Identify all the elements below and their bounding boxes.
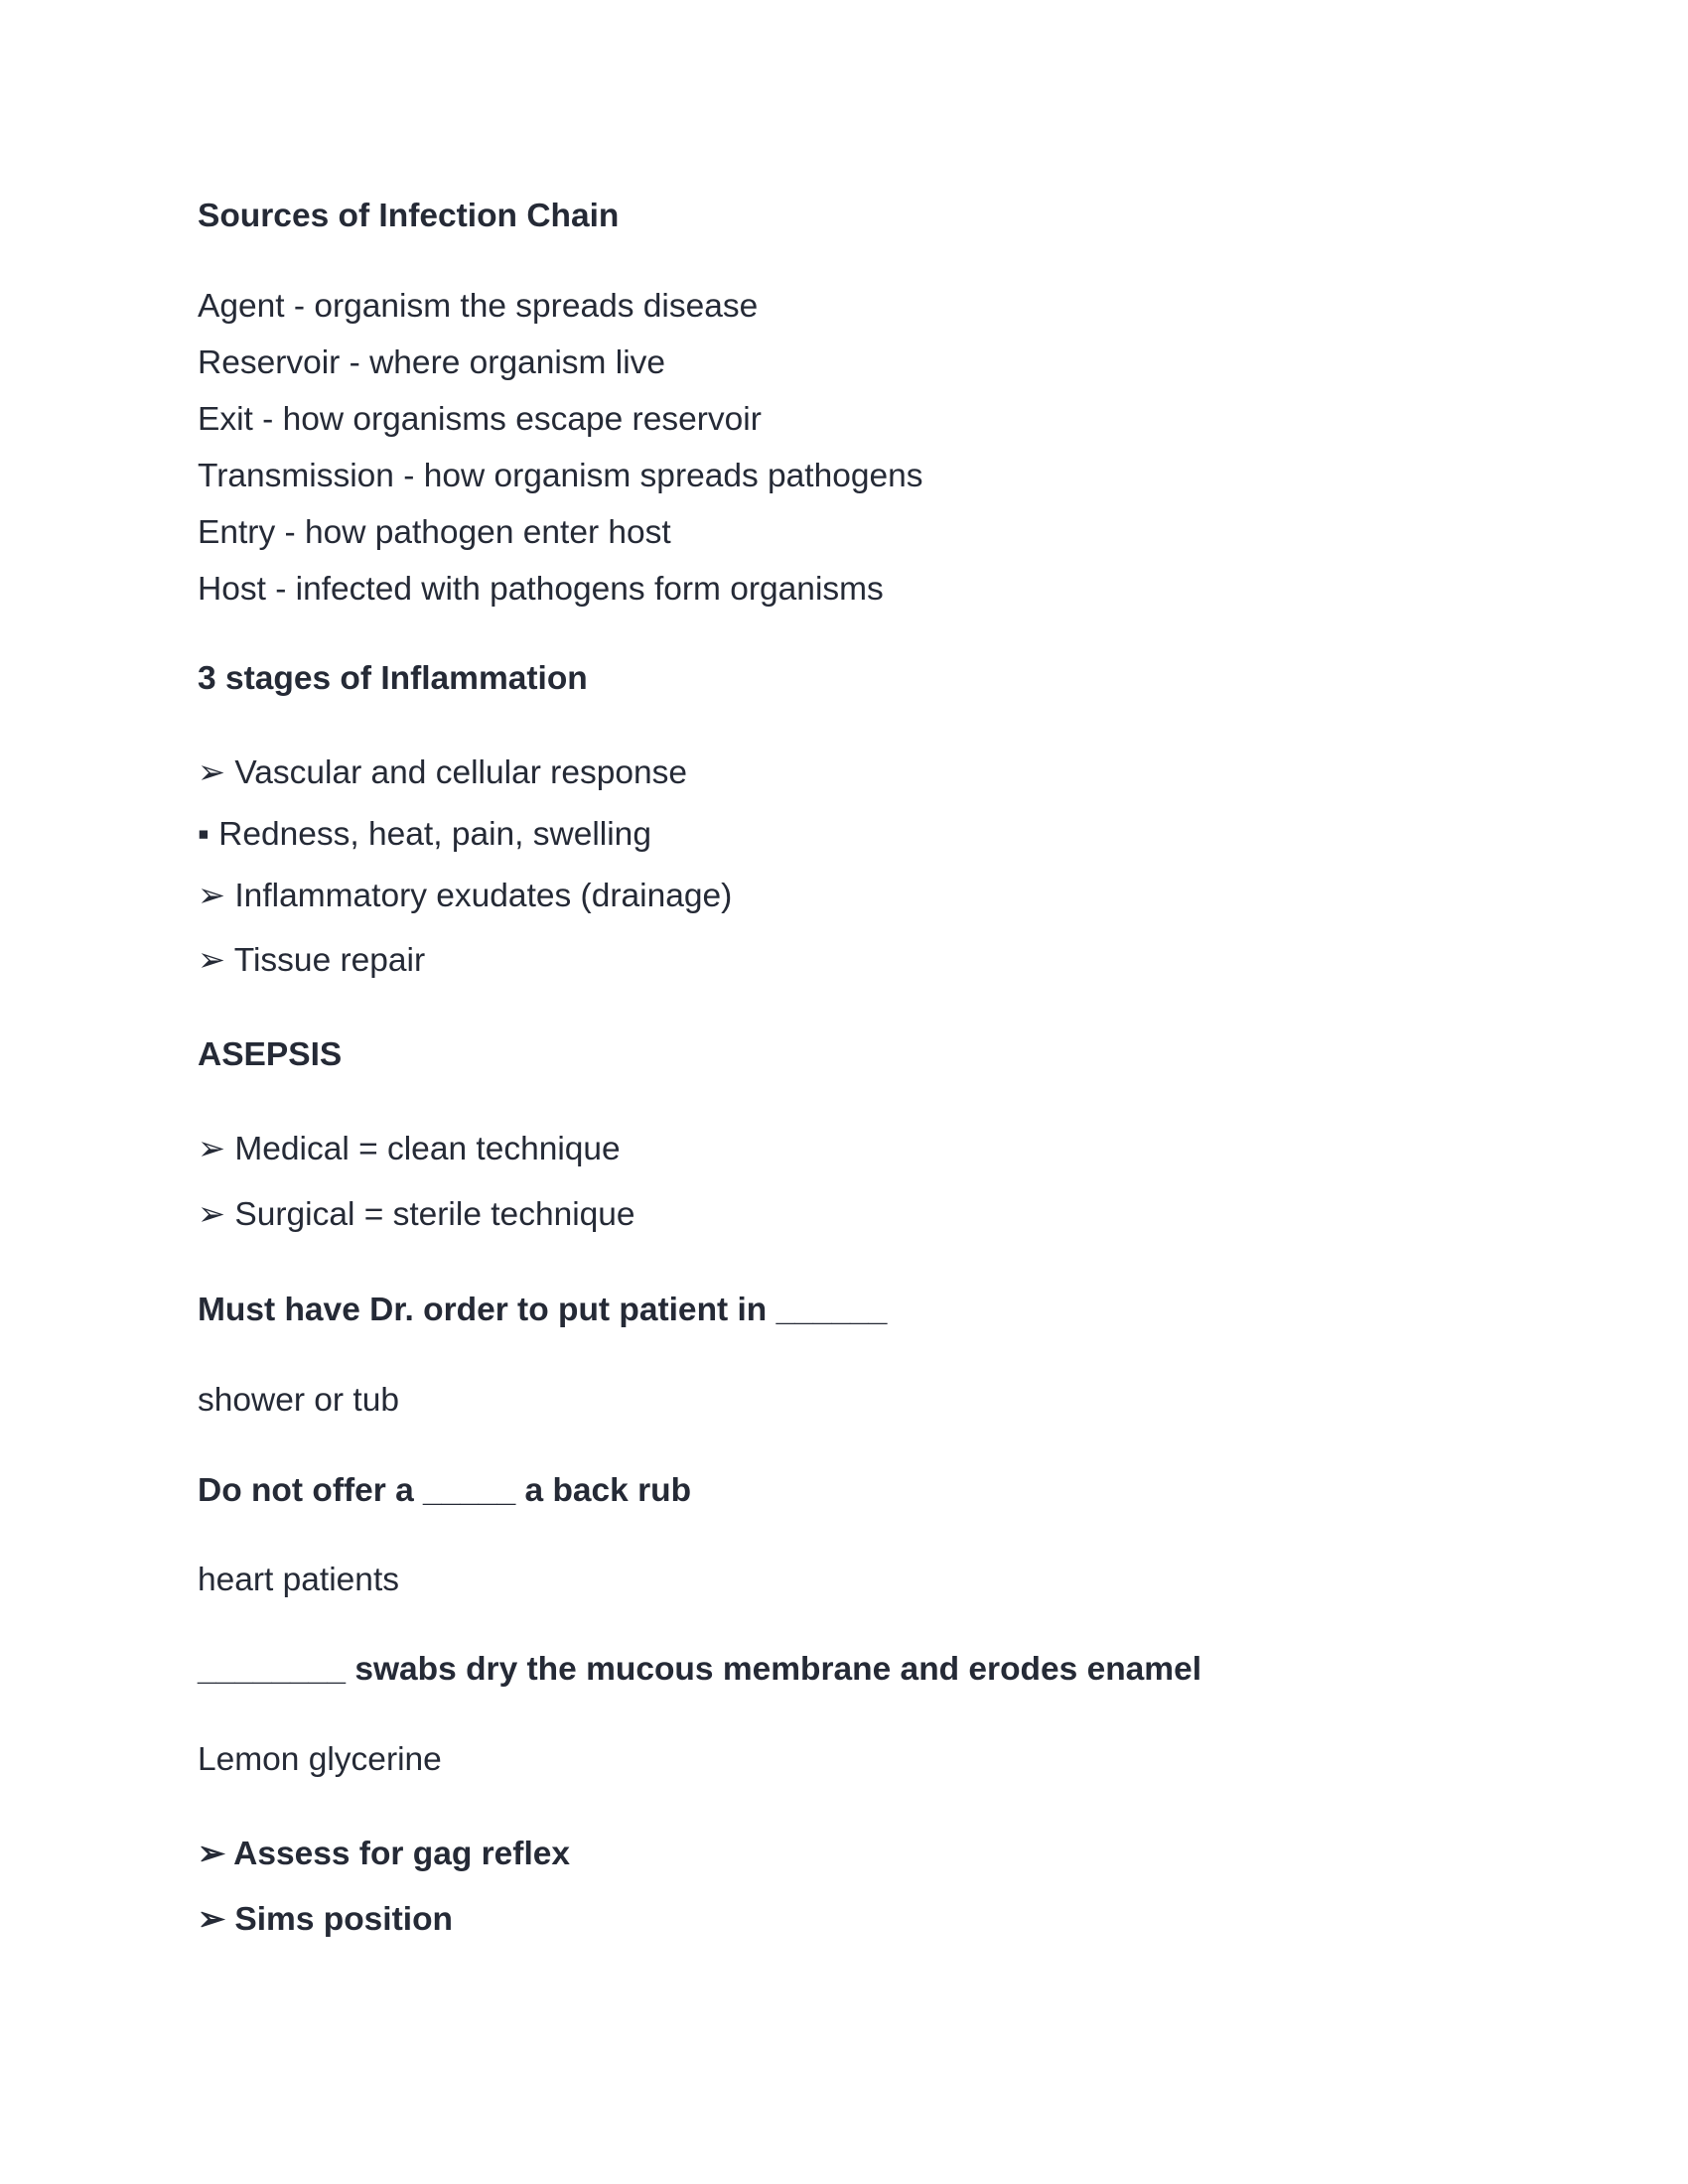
list-item: ➢ Assess for gag reflex [198, 1836, 571, 1872]
list-item: ➢ Inflammatory exudates (drainage) [198, 878, 733, 914]
list-item: Transmission - how organism spreads pathogens [198, 458, 923, 494]
list-item: ➢ Medical = clean technique [198, 1131, 621, 1167]
answer-swabs: Lemon glycerine [198, 1741, 442, 1778]
question-back-rub: Do not offer a _____ a back rub [198, 1472, 692, 1509]
list-item: ➢ Tissue repair [198, 942, 426, 979]
list-item: Entry - how pathogen enter host [198, 514, 671, 551]
list-item: ➢ Sims position [198, 1901, 454, 1938]
question-swabs: ________ swabs dry the mucous membrane and erodes enamel [198, 1651, 1202, 1688]
list-item: Agent - organism the spreads disease [198, 288, 759, 325]
question-dr-order: Must have Dr. order to put patient in ______ [198, 1292, 888, 1328]
list-item: Host - infected with pathogens form organisms [198, 571, 884, 608]
answer-dr-order: shower or tub [198, 1382, 399, 1419]
heading-inflammation: 3 stages of Inflammation [198, 660, 588, 697]
list-item: ➢ Vascular and cellular response [198, 754, 687, 791]
answer-back-rub: heart patients [198, 1562, 399, 1598]
list-item: Exit - how organisms escape reservoir [198, 401, 762, 438]
list-item: ▪ Redness, heat, pain, swelling [198, 816, 651, 853]
heading-asepsis: ASEPSIS [198, 1036, 343, 1073]
heading-infection-chain: Sources of Infection Chain [198, 198, 620, 234]
list-item: Reservoir - where organism live [198, 344, 666, 381]
list-item: ➢ Surgical = sterile technique [198, 1196, 635, 1233]
